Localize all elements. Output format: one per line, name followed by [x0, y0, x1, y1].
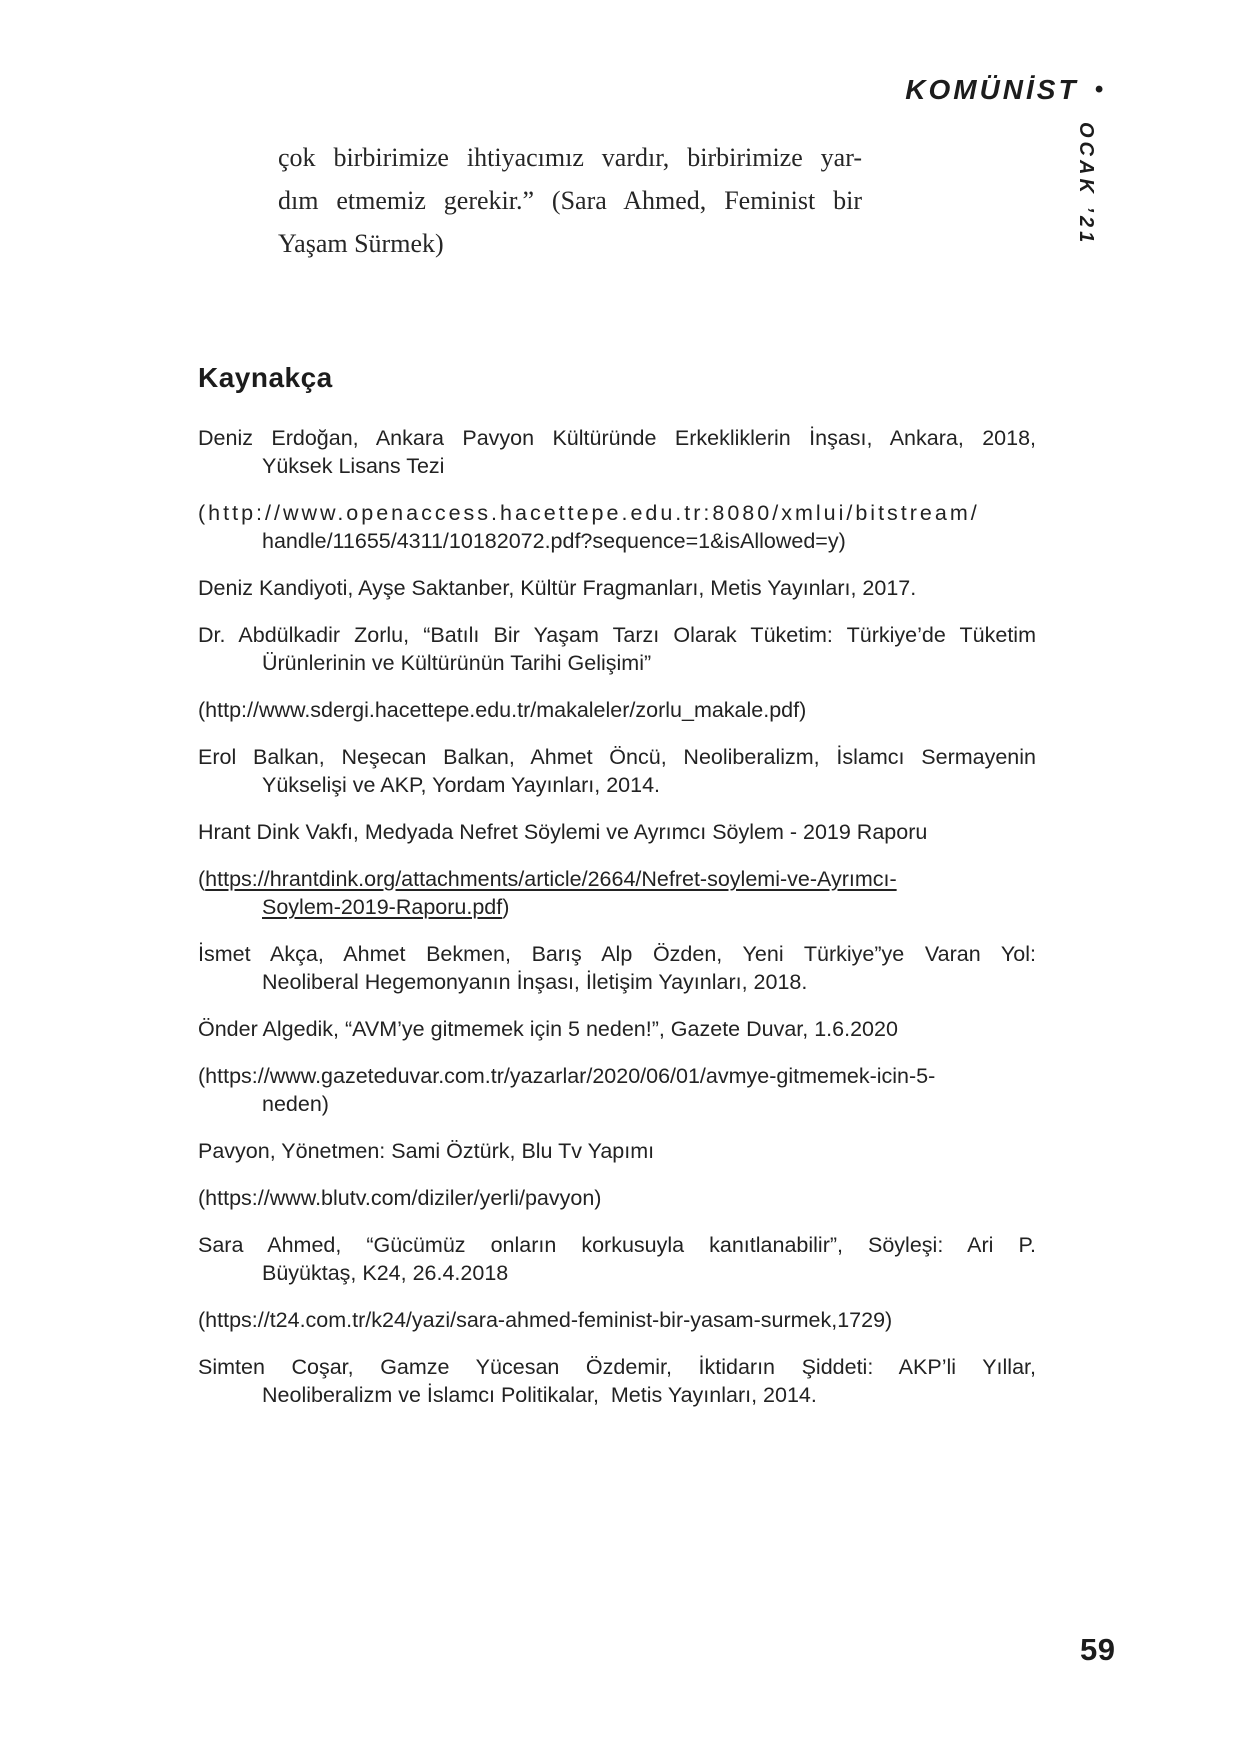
reference-line: Dr. Abdülkadir Zorlu, “Batılı Bir Yaşam Tarzı Olarak Tüketim: Türkiye’de Tüketim	[198, 623, 1036, 647]
reference-line: Erol Balkan, Neşecan Balkan, Ahmet Öncü, Neoliberalizm, İslamcı Sermayenin	[198, 745, 1036, 769]
reference-line: (http://www.sdergi.hacettepe.edu.tr/makaleler/zorlu_makale.pdf)	[198, 698, 807, 722]
hyperlink-text[interactable]: https://hrantdink.org/attachments/article/2664/Nefret-soylemi-ve-Ayrımcı-	[205, 867, 897, 891]
reference-text: )	[502, 895, 510, 919]
reference-line: (https://t24.com.tr/k24/yazi/sara-ahmed-feminist-bir-yasam-surmek,1729)	[198, 1308, 893, 1332]
page-number: 59	[1080, 1632, 1116, 1667]
reference-line: Yükselişi ve AKP, Yordam Yayınları, 2014.	[262, 773, 661, 797]
masthead	[905, 74, 1103, 106]
reference-entry	[198, 1015, 1036, 1043]
bibliography-heading: Kaynakça	[198, 362, 333, 393]
reference-entry	[198, 574, 1036, 602]
reference-line: Ürünlerinin ve Kültürünün Tarihi Gelişimi”	[262, 651, 652, 675]
reference-entry	[198, 865, 1036, 921]
reference-line: Hrant Dink Vakfı, Medyada Nefret Söylemi ve Ayrımcı Söylem - 2019 Raporu	[198, 820, 928, 844]
reference-line: Yüksek Lisans Tezi	[262, 454, 445, 478]
reference-line: İsmet Akça, Ahmet Bekmen, Barış Alp Özden, Yeni Türkiye”ye Varan Yol:	[198, 942, 1036, 966]
quote-line: çok birbirimize ihtiyacımız vardır, birbirimize yar-	[278, 143, 862, 172]
bullet-icon: •	[1094, 76, 1103, 103]
reference-line: Neoliberalizm ve İslamcı Politikalar, Metis Yayınları, 2014.	[262, 1383, 817, 1407]
issue-date-vertical: OCAK ’21	[1075, 122, 1097, 247]
reference-entry	[198, 1306, 1036, 1334]
reference-line: Sara Ahmed, “Gücümüz onların korkusuyla kanıtlanabilir”, Söyleşi: Ari P.	[198, 1233, 1036, 1257]
reference-entry	[198, 696, 1036, 724]
reference-entry	[198, 1137, 1036, 1165]
reference-line: Neoliberal Hegemonyanın İnşası, İletişim Yayınları, 2018.	[262, 970, 808, 994]
reference-entry	[198, 424, 1036, 480]
reference-text: (	[198, 867, 206, 891]
reference-entry	[198, 1062, 1036, 1118]
pull-quote	[278, 136, 862, 265]
reference-line: Deniz Kandiyoti, Ayşe Saktanber, Kültür Fragmanları, Metis Yayınları, 2017.	[198, 576, 917, 600]
reference-entry	[198, 1184, 1036, 1212]
journal-title: KOMÜNİST	[905, 74, 1079, 105]
reference-line	[198, 893, 1036, 921]
reference-line: Pavyon, Yönetmen: Sami Öztürk, Blu Tv Yapımı	[198, 1139, 655, 1163]
reference-line: neden)	[262, 1092, 329, 1116]
reference-entry	[198, 1353, 1036, 1409]
reference-line: Deniz Erdoğan, Ankara Pavyon Kültüründe Erkekliklerin İnşası, Ankara, 2018,	[198, 426, 1036, 450]
reference-line: handle/11655/4311/10182072.pdf?sequence=1&isAllowed=y)	[262, 529, 846, 553]
hyperlink-text[interactable]: Soylem-2019-Raporu.pdf	[262, 895, 503, 919]
reference-entry	[198, 1231, 1036, 1287]
reference-line: Simten Coşar, Gamze Yücesan Özdemir, İktidarın Şiddeti: AKP’li Yıllar,	[198, 1355, 1036, 1379]
quote-line: Yaşam Sürmek)	[278, 229, 444, 258]
reference-line: Önder Algedik, “AVM’ye gitmemek için 5 neden!”, Gazete Duvar, 1.6.2020	[198, 1017, 898, 1041]
reference-line: (http://www.openaccess.hacettepe.edu.tr:8080/xmlui/bitstream/	[198, 501, 980, 525]
reference-list	[198, 424, 1036, 1428]
reference-entry	[198, 499, 1036, 555]
reference-entry	[198, 743, 1036, 799]
reference-line: (https://www.gazeteduvar.com.tr/yazarlar/2020/06/01/avmye-gitmemek-icin-5-	[198, 1064, 936, 1088]
reference-line	[198, 865, 1036, 893]
quote-line: dım etmemiz gerekir.” (Sara Ahmed, Feminist bir	[278, 186, 862, 215]
reference-line: Büyüktaş, K24, 26.4.2018	[262, 1261, 509, 1285]
reference-entry	[198, 621, 1036, 677]
reference-entry	[198, 818, 1036, 846]
reference-entry	[198, 940, 1036, 996]
reference-line: (https://www.blutv.com/diziler/yerli/pavyon)	[198, 1186, 602, 1210]
